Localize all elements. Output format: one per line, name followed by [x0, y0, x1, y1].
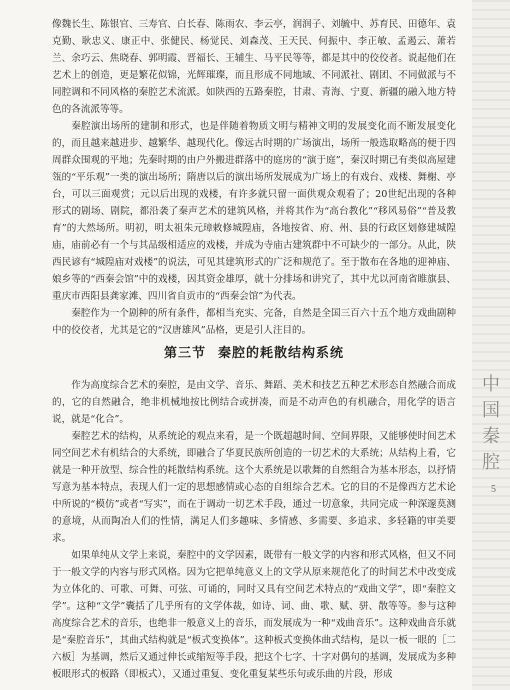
decorative-side-border: [472, 0, 510, 690]
running-title: [478, 372, 504, 476]
running-title-char: 中: [482, 374, 500, 395]
paragraph: 秦腔作为一个剧种的所有条件，都相当充实、完备，自然是全国三百六十五个地方戏曲剧种中的佼佼者，尤其是它的“汉唐雄风”品格，更是引人注目的。: [52, 308, 456, 336]
page-number: 5: [491, 484, 496, 495]
paragraph: 作为高度综合艺术的秦腔，是由文学、音乐、舞蹈、美术和技艺五种艺术形态自然融合而成的，它的自然融合，绝非机械地按比例结合或拼凑，而是不动声色的有机融合，用化学的语言说，就是“化合”。: [52, 380, 456, 425]
running-title-char: 秦: [482, 426, 500, 447]
section-heading: [52, 342, 456, 361]
section-title: 秦腔的耗散结构系统: [218, 346, 345, 361]
paragraph: 如果单纯从文学上来说，秦腔中的文学因素，既带有一般文学的内容和形式风格，但又不同于一般文学的内容与形式风格。因为它把单纯意义上的文学从原来规范化了的时间艺术中改变成为立体化的、可歌、可舞、可弦、可诵的，同时又具有空间艺术特点的“戏曲文学”，即“秦腔文学”。这种“文学”囊括了几乎所有的文学体裁，如诗、词、曲、歌、赋、骈、散等等。参与这种高度综合艺术的音乐，也绝非一般意义上的音乐，而发展成为一种“戏曲音乐”。这种戏曲音乐就是“秦腔音乐”，其曲式结构就是“板式变换体”。这种板式变换体曲式结构，是以一板一眼的［二六板］为基调，然后又通过伸长或缩短等手段，把这个七字、十字对偶句的基调，发展成为多种板眼形式的板路（即板式），又通过重复、变化重复某些乐句或乐曲的片段，形成: [52, 550, 456, 680]
paragraph: 像魏长生、陈银官、三寿官、白长春、陈雨农、李云亭，润润子、刘毓中、苏育民、田德年、袁克勤、耿忠义、康正中、张健民、杨觉民、刘森茂、王天民、何振中、李正敏、孟遏云、萧若兰、余巧云、焦晓春、郭明霞、晋福长、王辅生、马平民等等，都是其中的佼佼者。说起他们在艺术上的创造，更是繁花似锦，光辉璀璨，而且形成不同地域、不同派社、剧团、不同做派与不同腔调和不同风格的秦腔艺术流派。如陕西的五路秦腔，甘肃、青海、宁夏、新疆的融入地方特色的各流派等等。: [52, 19, 456, 115]
text-block-bottom: [52, 377, 456, 683]
paragraph: 秦腔演出场所的建制和形式，也是伴随着物质文明与精神文明的发展变化而不断发展变化的，而且越来越进步、越繁华、越现代化。像远古时期的广场演出，场所一般选取略高的便于四周群众围观的平地；先秦时期的由户外搬进群落中的庭房的“演于庭”，秦汉时期已有类似高屋建瓴的“平乐观”一类的演出场所；隋唐以后的演出场所发展成为广场上的有戏台、戏楼、舞榭、亭台，可以三面观赏；元以后出现的戏楼，有许多就只留一面供观众观看了；20世纪出现的各种形式的剧场、剧院，都沿袭了秦声艺术的建筑风格，并将其作为“高台教化”“移风易俗”“普及教育”的大然场所。明初，明太祖朱元璋敕修城隍庙，各地按省、府、州、县的行政区划修建城隍庙，庙前必有一个与其品级相适应的戏楼，并成为寺庙古建筑群中不可缺少的一部分。从此，陕西民谚有“城隍庙对戏楼”的说法，可见其建筑形式的广泛和规范了。至于散布在各地的迎神庙、娘乡等的“西秦会馆”中的戏楼，因其资金雄厚，就十分排场和讲究了，其中尤以河南省睢旗县、重庆市西阳县龚家滩、四川省自贡市的“西秦会馆”为代表。: [52, 121, 456, 302]
text-block-top: [52, 16, 456, 339]
running-title-char: 国: [482, 400, 500, 421]
running-title-char: 腔: [482, 452, 500, 473]
section-number: 第三节: [163, 346, 206, 361]
paragraph: 秦腔艺术的结构，从系统论的观点来看，是一个既超越时间、空间界限，又能够使时间艺术同空间艺术有机结合的大系统，即融合了华夏民族所创造的一切艺术的大系统；从结构上看，它就是一种开放型、综合性的耗散结构系统。这个大系统是以歌舞的自然组合为基本形态，以抒情写意为基本特点，表现人们一定的思想感情或心态的自组综合艺术。它的目的不是像西方艺术论中所说的“模仿”或者“写实”，而在于调动一切艺术手段，通过一切意象，共同完成一种深邃莫测的意境，从而陶冶人们的性情，满足人们多趣味、多情感、多需要、多追求、多轻籍的审美要求。: [52, 431, 456, 544]
